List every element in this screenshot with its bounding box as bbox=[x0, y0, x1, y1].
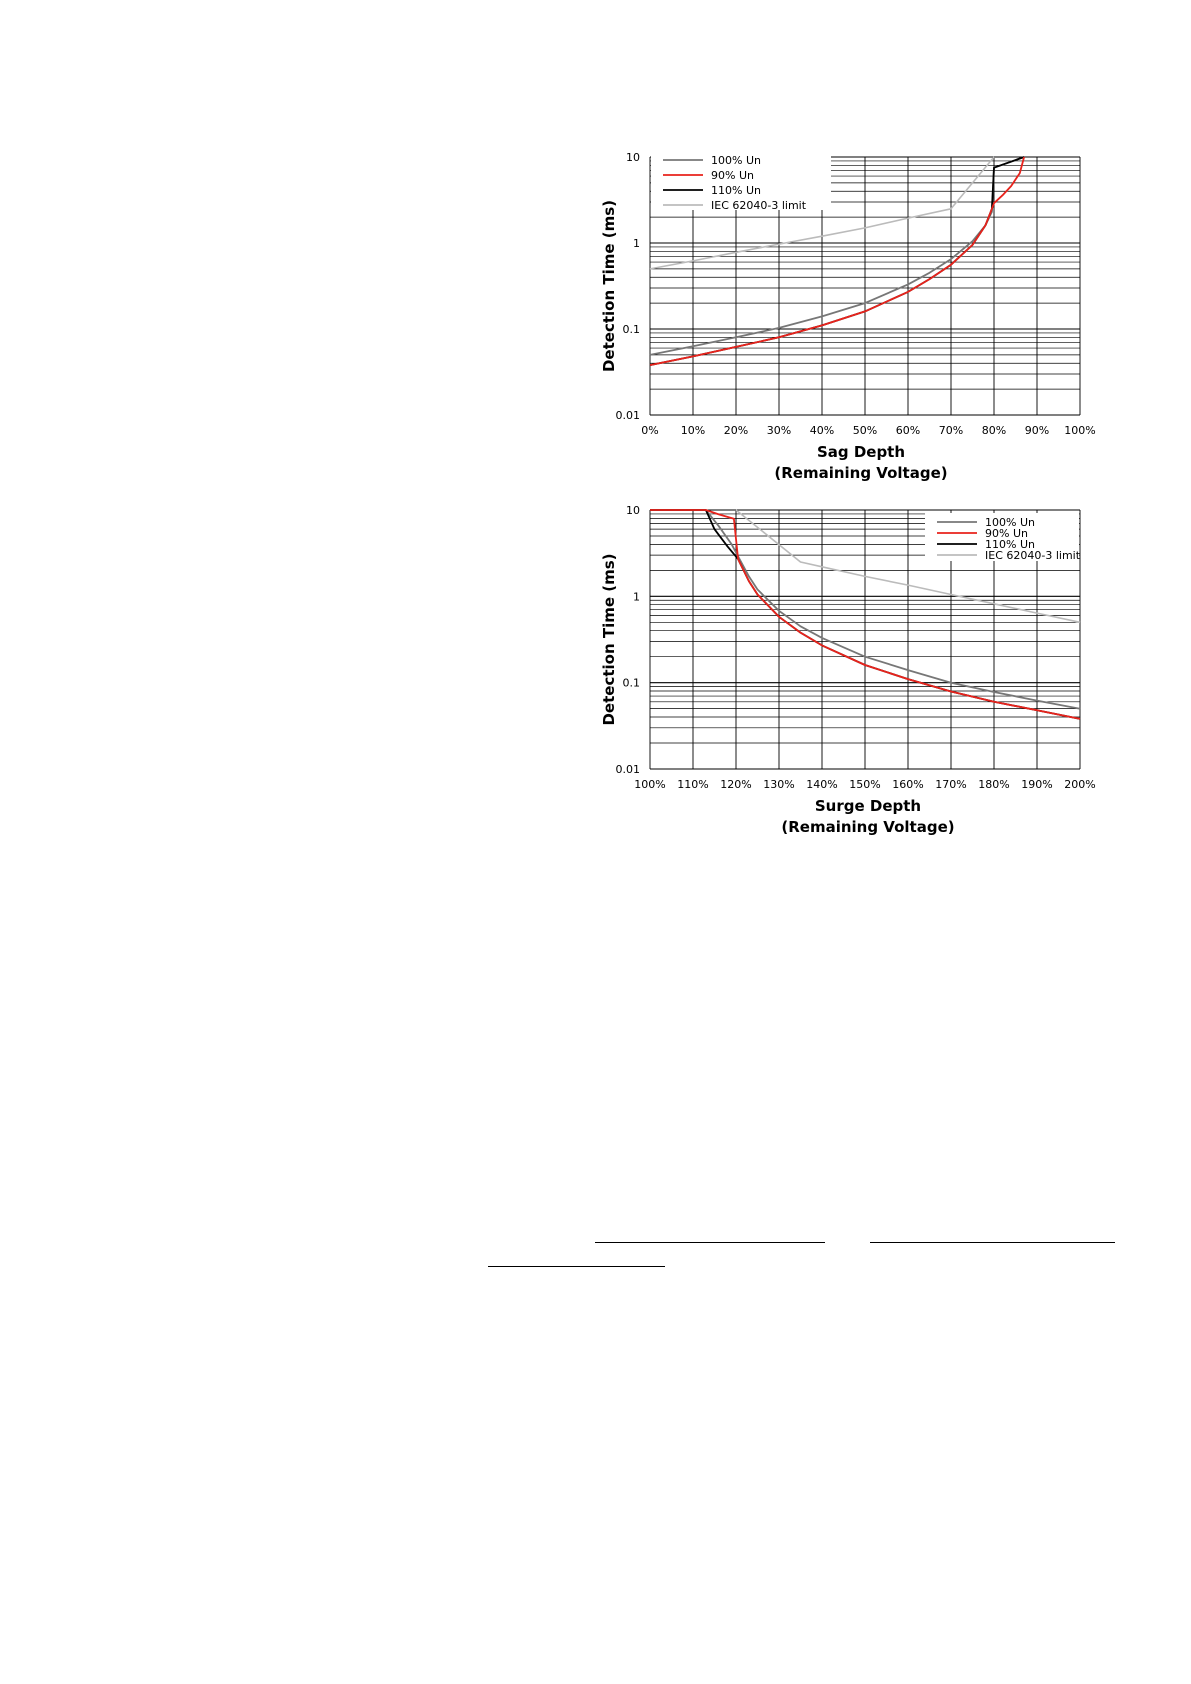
x-tick-label: 50% bbox=[852, 424, 878, 437]
y-tick-label: 1 bbox=[633, 237, 640, 250]
x-tick-label: 100% bbox=[634, 778, 666, 791]
x-tick-label: 130% bbox=[763, 778, 795, 791]
y-tick-label: 0.01 bbox=[615, 763, 640, 776]
x-tick-label: 150% bbox=[849, 778, 881, 791]
x-tick-label: 190% bbox=[1021, 778, 1053, 791]
y-tick-label: 0.01 bbox=[615, 409, 640, 422]
y-tick-label: 10 bbox=[626, 504, 640, 517]
x-axis-label-sub: (Remaining Voltage) bbox=[774, 464, 948, 482]
x-tick-label: 30% bbox=[766, 424, 792, 437]
x-tick-label: 170% bbox=[935, 778, 967, 791]
sag-depth-chart bbox=[590, 145, 1110, 485]
chart-svg bbox=[590, 145, 1110, 490]
underline-2 bbox=[870, 1242, 1115, 1243]
x-tick-label: 0% bbox=[641, 424, 659, 437]
legend-entry: 110% Un bbox=[985, 538, 1035, 551]
chart-svg bbox=[590, 498, 1110, 848]
legend-entry: IEC 62040-3 limit bbox=[711, 199, 807, 212]
legend-entry: 100% Un bbox=[711, 154, 761, 167]
legend-entry: IEC 62040-3 limit bbox=[985, 549, 1081, 562]
x-tick-label: 70% bbox=[938, 424, 964, 437]
y-tick-label: 0.1 bbox=[622, 323, 640, 336]
x-tick-label: 10% bbox=[680, 424, 706, 437]
x-axis-label: Sag Depth bbox=[816, 443, 906, 461]
legend bbox=[925, 513, 1081, 562]
x-tick-label: 110% bbox=[677, 778, 709, 791]
x-tick-label: 140% bbox=[806, 778, 838, 791]
underline-3 bbox=[488, 1266, 665, 1267]
surge-depth-chart bbox=[590, 498, 1110, 848]
y-tick-label: 10 bbox=[626, 151, 640, 164]
x-tick-label: 80% bbox=[981, 424, 1007, 437]
legend-entry: 100% Un bbox=[985, 516, 1035, 529]
y-axis-label: Detection Time (ms) bbox=[600, 553, 618, 726]
underline-1 bbox=[595, 1242, 825, 1243]
legend-entry: 90% Un bbox=[711, 169, 754, 182]
legend bbox=[651, 148, 831, 212]
x-tick-label: 40% bbox=[809, 424, 835, 437]
x-tick-label: 90% bbox=[1024, 424, 1050, 437]
x-tick-label: 120% bbox=[720, 778, 752, 791]
legend-entry: 90% Un bbox=[985, 527, 1028, 540]
x-tick-label: 60% bbox=[895, 424, 921, 437]
x-axis-label-sub: (Remaining Voltage) bbox=[781, 818, 955, 836]
x-tick-label: 100% bbox=[1064, 424, 1096, 437]
x-axis-label: Surge Depth bbox=[814, 797, 922, 815]
x-tick-label: 200% bbox=[1064, 778, 1096, 791]
y-axis-label: Detection Time (ms) bbox=[600, 199, 618, 373]
x-tick-label: 180% bbox=[978, 778, 1010, 791]
legend-entry: 110% Un bbox=[711, 184, 761, 197]
x-tick-label: 20% bbox=[723, 424, 749, 437]
y-tick-label: 1 bbox=[633, 590, 640, 604]
y-tick-label: 0.1 bbox=[622, 676, 640, 690]
x-tick-label: 160% bbox=[892, 778, 924, 791]
